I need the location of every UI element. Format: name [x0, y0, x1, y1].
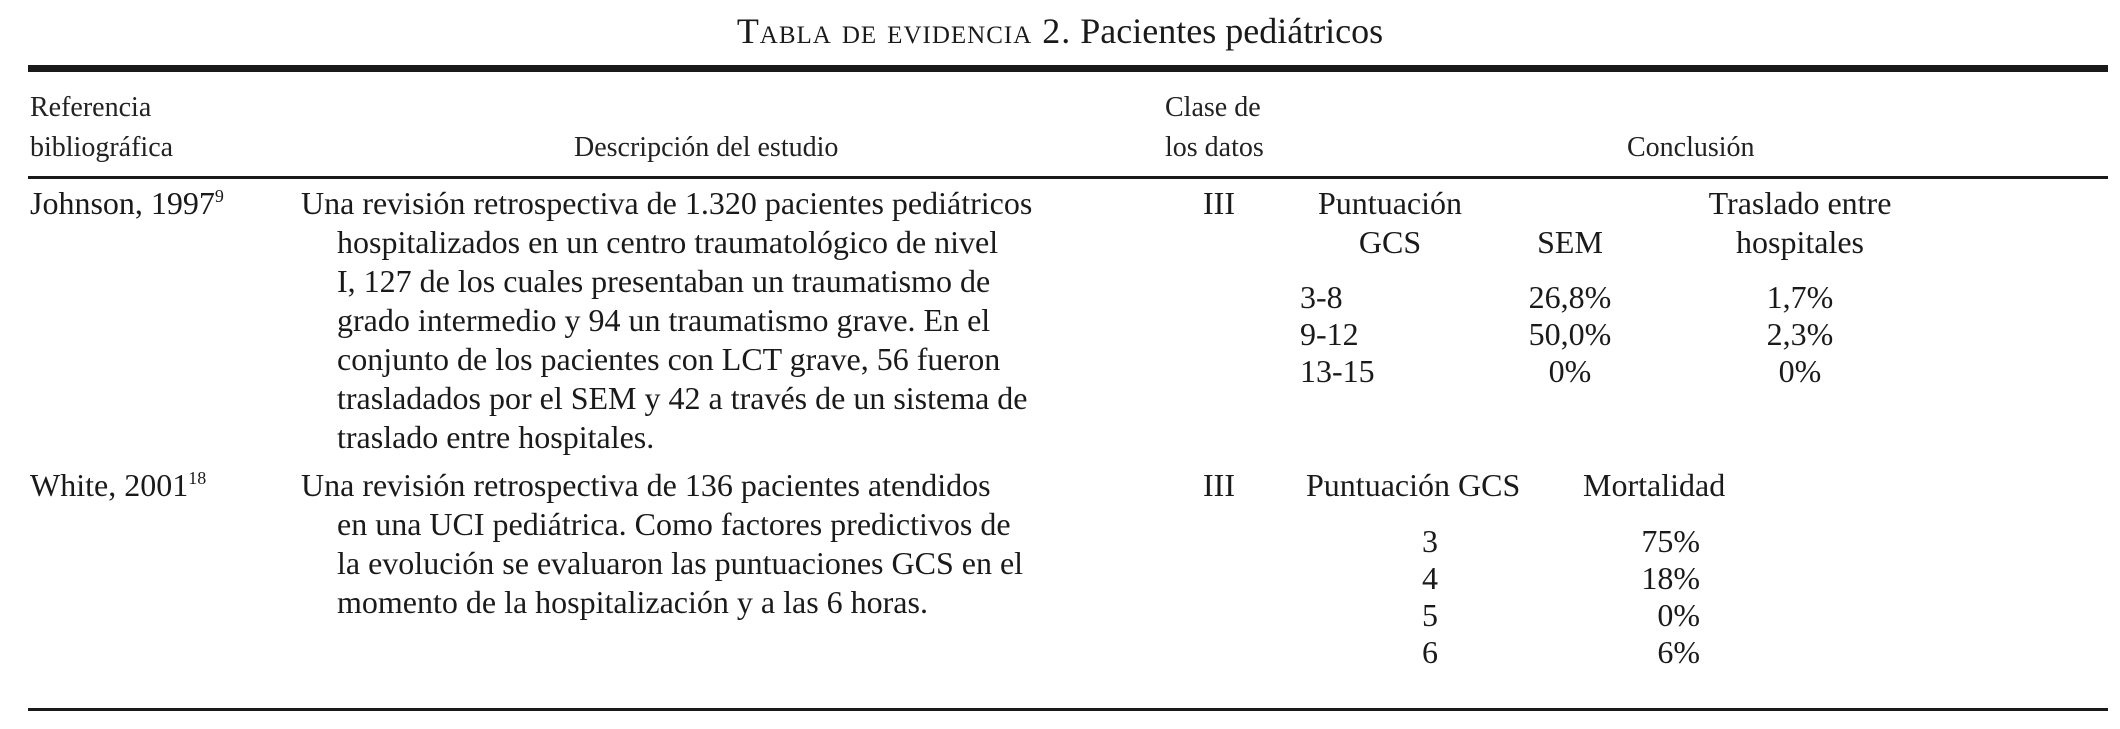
header-description: Descripción del estudio: [574, 132, 839, 163]
conclusion-gcs-column: [1300, 279, 1375, 390]
description-line: conjunto de los pacientes con LCT grave, 56 fueron: [337, 341, 1001, 377]
header-reference: [30, 88, 173, 168]
conclusion-header-traslado-line1: Traslado entre: [1708, 185, 1892, 221]
conclusion-mortalidad-column: [1600, 523, 1700, 671]
conclusion-cell: 0%: [1657, 597, 1700, 633]
conclusion-cell: 0%: [1548, 353, 1592, 389]
conclusion-cell: 50,0%: [1528, 316, 1612, 352]
description-line: Una revisión retrospectiva de 136 pacientes atendidos: [301, 467, 991, 503]
row-description: [301, 466, 1221, 622]
reference-text: Johnson, 1997: [30, 185, 215, 221]
row-description: [301, 184, 1221, 457]
conclusion-header-traslado-line2: hospitales: [1736, 224, 1864, 260]
conclusion-header-gcs-line2: GCS: [1358, 224, 1422, 260]
conclusion-cell: 3-8: [1300, 279, 1343, 315]
header-reference-line1: Referencia: [30, 92, 152, 123]
reference-text: White, 2001: [30, 467, 189, 503]
header-conclusion: Conclusión: [1627, 132, 1755, 163]
conclusion-cell: 26,8%: [1528, 279, 1612, 315]
row-reference: [30, 184, 224, 223]
conclusion-cell: 13-15: [1300, 353, 1375, 389]
description-line: traslado entre hospitales.: [337, 419, 655, 455]
conclusion-header-gcs: [1300, 184, 1480, 262]
description-line: I, 127 de los cuales presentaban un traumatismo de: [337, 263, 991, 299]
conclusion-cell: 5: [1422, 597, 1438, 633]
header-class-line2: los datos: [1165, 132, 1264, 163]
conclusion-cell: 18%: [1641, 560, 1700, 596]
conclusion-cell: 2,3%: [1766, 316, 1834, 352]
conclusion-header-traslado: [1680, 184, 1920, 262]
description-line: momento de la hospitalización y a las 6 horas.: [337, 584, 928, 620]
table-title-label: Tabla de evidencia 2.: [736, 11, 1072, 51]
conclusion-cell: 3: [1422, 523, 1438, 559]
description-line: la evolución se evaluaron las puntuaciones GCS en el: [337, 545, 1024, 581]
row-reference: [30, 466, 206, 505]
conclusion-header-mortalidad: Mortalidad: [1583, 467, 1726, 503]
conclusion-header-sem: SEM: [1537, 224, 1603, 260]
row-class: III: [1203, 185, 1235, 221]
conclusion-cell: 6%: [1657, 634, 1700, 670]
header-class-line1: Clase de: [1165, 92, 1261, 123]
conclusion-header-gcs-line1: Puntuación: [1318, 185, 1462, 221]
conclusion-cell: 1,7%: [1766, 279, 1834, 315]
conclusion-cell: 75%: [1641, 523, 1700, 559]
header-class: [1165, 88, 1264, 168]
table-title-text: Pacientes pediátricos: [1071, 11, 1384, 51]
conclusion-cell: 9-12: [1300, 316, 1359, 352]
description-line: grado intermedio y 94 un traumatismo grave. En el: [337, 302, 991, 338]
description-line: trasladados por el SEM y 42 a través de un sistema de: [337, 380, 1028, 416]
conclusion-header-gcs: Puntuación GCS: [1306, 467, 1521, 503]
reference-superscript: 18: [188, 468, 207, 488]
conclusion-traslado-column: [1730, 279, 1870, 390]
header-rule: [28, 176, 2108, 179]
reference-superscript: 9: [214, 186, 224, 206]
description-line: en una UCI pediátrica. Como factores predictivos de: [337, 506, 1011, 542]
description-line: hospitalizados en un centro traumatológico de nivel: [337, 224, 999, 260]
conclusion-cell: 4: [1422, 560, 1438, 596]
conclusion-cell: 6: [1422, 634, 1438, 670]
bottom-rule: [28, 708, 2108, 711]
header-reference-line2: bibliográfica: [30, 132, 174, 163]
table-title: [0, 10, 2120, 52]
conclusion-cell: 0%: [1778, 353, 1822, 389]
conclusion-sem-column: [1500, 279, 1640, 390]
top-rule: [28, 65, 2108, 72]
description-line: Una revisión retrospectiva de 1.320 pacientes pediátricos: [301, 185, 1033, 221]
row-class: III: [1203, 467, 1235, 503]
conclusion-gcs-column: [1390, 523, 1470, 671]
